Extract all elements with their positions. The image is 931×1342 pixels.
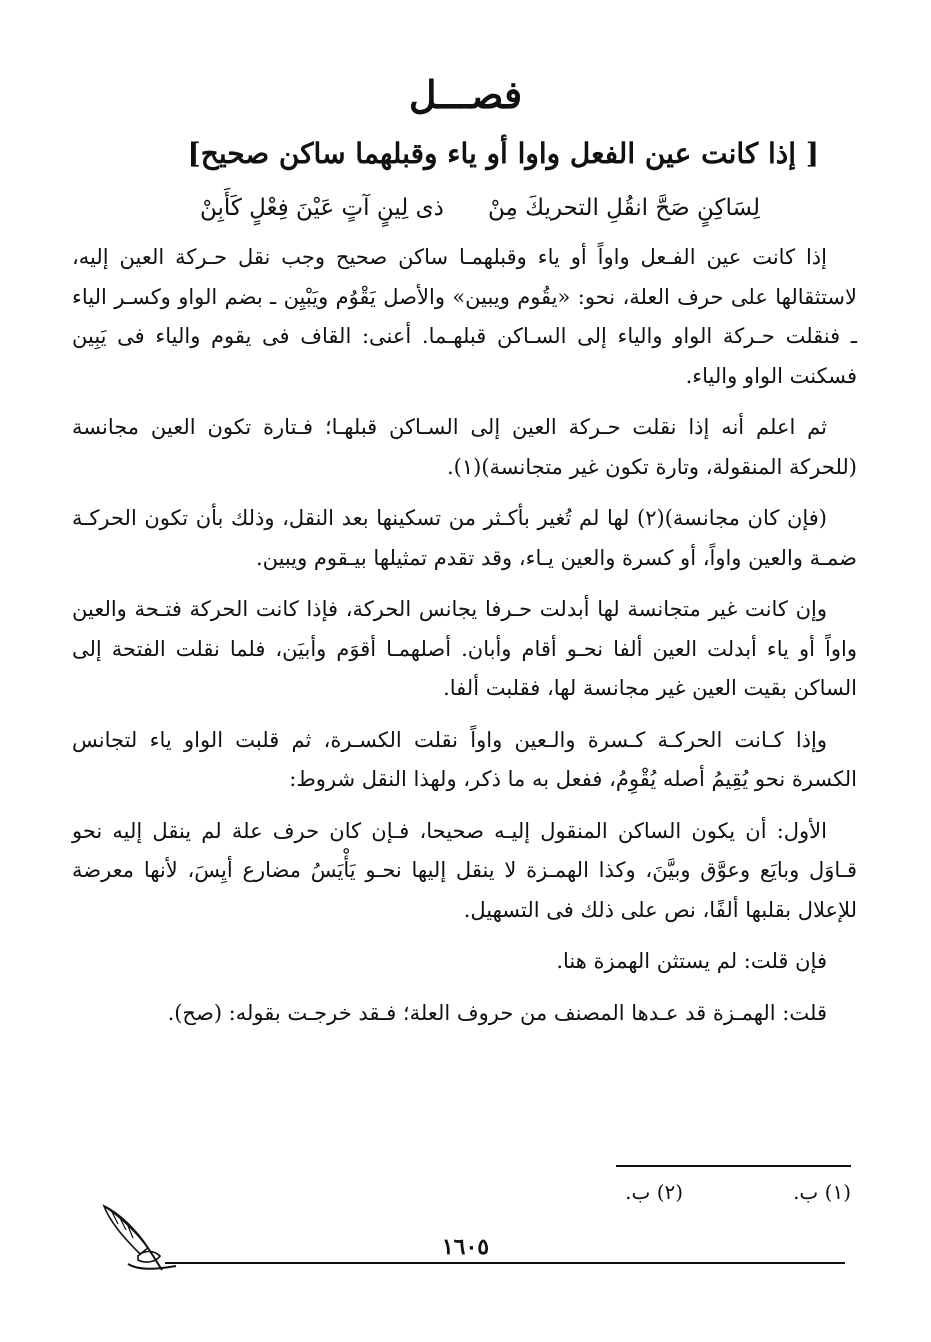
paragraph-6: الأول: أن يكون الساكن المنقول إليـه صحيحا، فـإن كان حرف علة لم ينقل إليه نحو قـاوَل وبايَع وعوَّق وبيَّنَ، وكذا الهمـزة لا ينقل إليها نحـو يَأْيَسُ مضارع أيِسَ، لأنها معرضة للإعلال بقلبها ألفًا، نص على ذلك فى التسهيل. — [72, 818, 857, 922]
paragraph-5: وإذا كـانت الحركـة كـسرة والـعين واواً نقلت الكسـرة، ثم قلبت الواو ياء لتجانس الكسرة نحو يُقِيمُ أصله يُقْوِمُ، ففعل به ما ذكر، ولهذا النقل شروط: — [72, 727, 857, 791]
footnote-2: (٢) ب. — [625, 1180, 684, 1204]
paragraph-8: قلت: الهمـزة قد عـدها المصنف من حروف العلة؛ فـقد خرجـت بقوله: (صح). — [167, 1000, 827, 1025]
verse-left-hemistich: ذى لِينٍ آتٍ عَيْنَ فِعْلٍ كَأَبِنْ — [200, 195, 444, 221]
verse-right-hemistich: لِسَاكِنٍ صَحَّ انقُلِ التحريكَ مِنْ — [488, 195, 760, 221]
body-text — [72, 238, 857, 1045]
bottom-rule — [165, 1262, 845, 1264]
footnote-divider — [616, 1165, 851, 1167]
paragraph-2: ثم اعلم أنه إذا نقلت حـركة العين إلى السـاكن قبلهـا؛ فـتارة تكون العين مجانسة (للحركة المنقولة، وتارة تكون غير متجانسة)(١). — [72, 415, 857, 479]
footnotes — [551, 1176, 851, 1208]
page-number: ١٦٠٥ — [441, 1234, 490, 1260]
paragraph-4: وإن كانت غير متجانسة لها أبدلت حـرفا يجانس الحركة، فإذا كانت الحركة فتـحة والعين واواً أو ياء أبدلت العين ألفا نحـو أقام وأبان. أصلهمـا أقوَم وأبيَن، فلما نقلت الفتحة إلى الساكن بقيت العين غير مجانسة لها، فقلبت ألفا. — [72, 597, 857, 700]
chapter-title: فصـــل — [408, 72, 523, 117]
poetry-verse — [200, 188, 760, 228]
paragraph-1: إذا كانت عين الفـعل واواً أو ياء وقبلهمـا ساكن صحيح وجب نقل حـركة العين إليه، لاستثقالها على حرف العلة، نحو: «يقُوم ويبين» والأصل يَقْوُم ويَبْيِن ـ بضم الواو وكسـر الياء ـ فنقلت حـركة الواو والياء إلى السـاكن قبلهـما. أعنى: القاف فى يقوم والياء فى يَبِين فسكنت الواو والياء. — [72, 245, 857, 388]
quill-pen-icon — [98, 1200, 178, 1275]
paragraph-3: (فإن كان مجانسة)(٢) لها لم تُغير بأكـثر من تسكينها بعد النقل، وذلك بأن تكون الحركـة ضمـة والعين واواً، أو كسرة والعين يـاء، وقد تقدم تمثيلها بيـقوم ويبين. — [72, 506, 857, 570]
footnote-1: (١) ب. — [793, 1180, 851, 1204]
paragraph-7: فإن قلت: لم يستثن الهمزة هنا. — [556, 949, 827, 973]
section-subtitle: [ إذا كانت عين الفعل واوا أو ياء وقبلهما ساكن صحيح] — [187, 137, 819, 170]
